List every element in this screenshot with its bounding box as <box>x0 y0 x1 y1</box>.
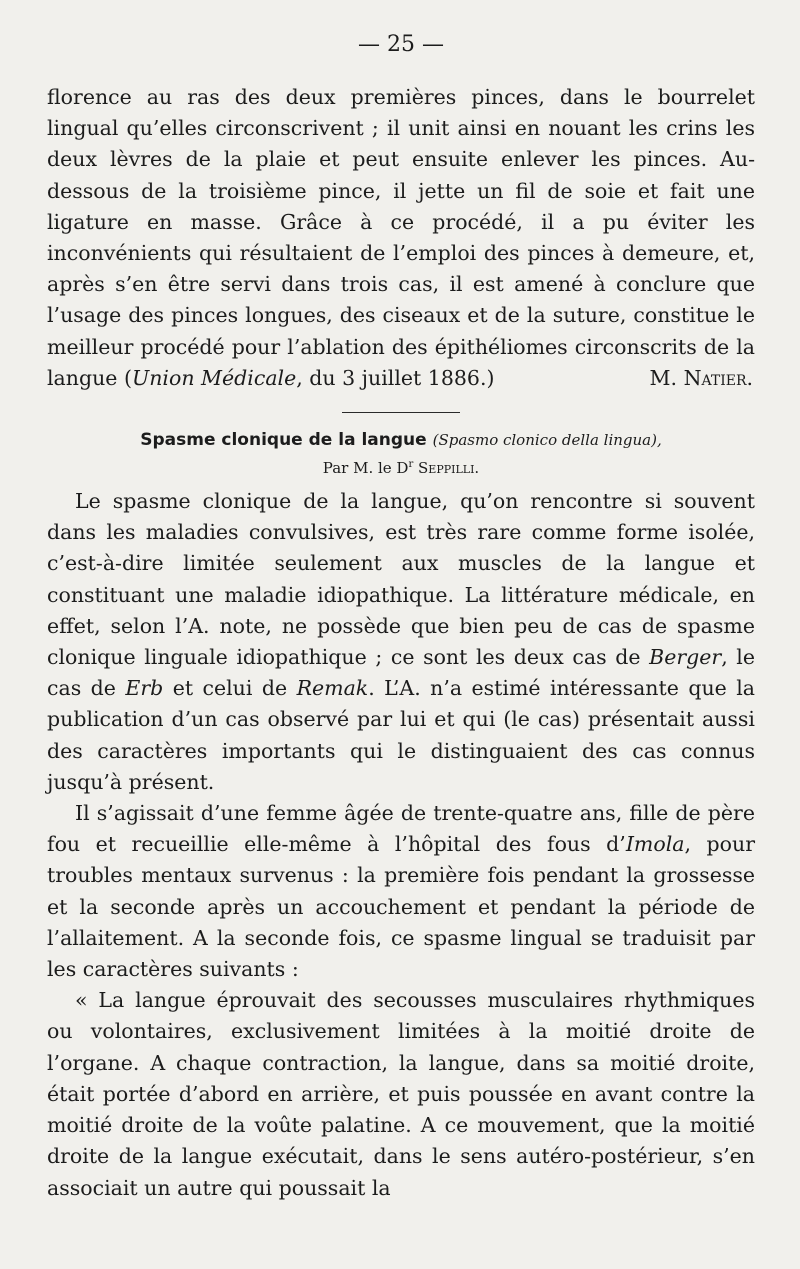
page-number: — 25 — <box>358 32 444 57</box>
source-journal: Union Médicale <box>131 365 297 390</box>
p1-name3: Remak <box>296 676 369 701</box>
p1-name1: Berger <box>649 645 722 670</box>
p1-part3: et celui de <box>163 676 297 701</box>
byline-author: Seppilli. <box>418 459 480 478</box>
p1-part1: Le spasme clonique de la langue, qu’on rencontre si souvent dans les maladies convulsives, est très rare comme forme isolée, c’est-à-dire limitée seulement aux muscles de la langue et constituant une maladie idiopathique. La littérature médicale, en effet, selon l’A. note, ne possède que bien peu de cas de spasme clonique linguale idiopathique ; ce sont les deux cas de <box>47 489 755 670</box>
article-title <box>47 427 755 453</box>
continued-paragraph <box>47 82 755 394</box>
p3-text: « La langue éprouvait des secousses musculaires rhythmiques ou volontaires, exclusivement limitées à la moitié droite de l’organe. A chaque contraction, la langue, dans sa moitié droite, était portée d’abord en arrière, et puis poussée en avant contre la moitié droite de la voûte palatine. A ce mouvement, que la moitié droite de la langue exécutait, dans le sens autéro-postérieur, s’en associait un autre qui poussait la <box>47 988 755 1200</box>
body-paragraph-1 <box>47 486 755 798</box>
p1-name2: Erb <box>125 676 164 701</box>
byline-prefix: Par M. le D <box>322 459 409 478</box>
author-signature: M. Natier. <box>649 365 753 390</box>
article-title-text: Spasme clonique de la langue <box>140 430 427 451</box>
section-divider <box>342 412 460 413</box>
p2-part2: , pour troubles mentaux survenus : la première fois pendant la grossesse et la seconde après un accouchement et pendant la période de l’allaitement. A la seconde fois, ce spasme lingual se traduisit par les caractères suivants : <box>47 832 755 982</box>
body-paragraph-2 <box>47 798 755 985</box>
byline-sup: r <box>408 459 414 471</box>
body-paragraph-3 <box>47 985 755 1203</box>
continued-text: florence au ras des deux premières pinces, dans le bourrelet lingual qu’elles circonscrivent ; il unit ainsi en nouant les crins les deux lèvres de la plaie et peut ensuite enlever les pinces. Au-dessous de la troisième pince, il jette un fil de soie et fait une ligature en masse. Grâce à ce procédé, il a pu éviter les inconvénients qui résultaient de l’emploi des pinces à demeure, et, après s’en être servi dans trois cas, il est amené à conclure que l’usage des pinces longues, des ciseaux et de la suture, constitue le meilleur procédé pour l’ablation des épithéliomes circonscrits de la langue ( <box>47 85 755 390</box>
article-subtitle: (Spasmo clonico della lingua), <box>432 431 662 450</box>
p2-place: Imola <box>625 832 685 857</box>
document-page <box>47 30 755 1204</box>
source-date: , du 3 juillet 1886.) <box>296 365 495 390</box>
p2-part1: Il s’agissait d’une femme âgée de trente-quatre ans, fille de père fou et recueillie elle-même à l’hôpital des fous d’ <box>47 801 755 857</box>
p1-part2: , le cas de <box>47 645 755 701</box>
article-byline <box>47 453 755 480</box>
p1-part4: . L’A. n’a estimé intéressante que la publication d’un cas observé par lui et qui (le cas) présentait aussi des caractères importants qui le distinguaient des cas connus jusqu’à présent. <box>47 676 755 794</box>
